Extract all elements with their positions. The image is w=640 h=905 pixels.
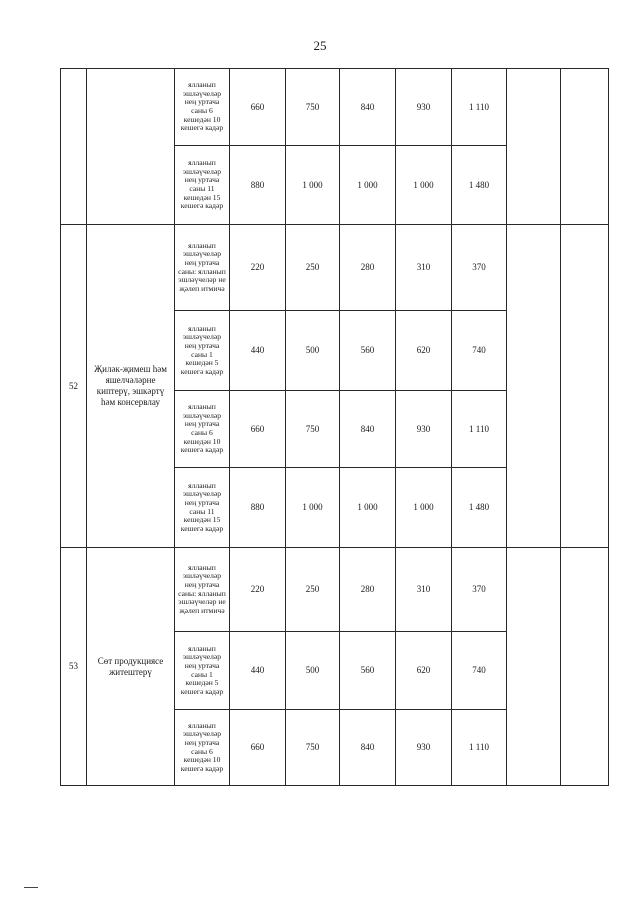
rate-value-cell: 250 xyxy=(286,548,340,632)
rate-value-cell: 880 xyxy=(230,146,286,225)
rate-value-cell: 440 xyxy=(230,632,286,710)
tax-rate-table xyxy=(60,68,609,786)
table-row xyxy=(61,225,609,311)
rate-value-cell: 1 000 xyxy=(340,468,396,548)
rate-value-cell: 660 xyxy=(230,69,286,146)
rate-value-cell: 840 xyxy=(340,391,396,468)
activity-name-cell: Сөт продукциясе житештерү xyxy=(87,548,175,786)
empty-cell xyxy=(561,225,609,548)
activity-name-cell: Җиләк-җимеш һәм яшелчәләрне киптерү, эшкәртү һәм консервлау xyxy=(87,225,175,548)
rate-value-cell: 1 110 xyxy=(452,391,507,468)
employee-count-condition-cell: ялланып эшләүчеләр нең уртача саны 1 кешедән 5 кешегә кадәр xyxy=(175,632,230,710)
page-number: 25 xyxy=(313,38,327,53)
rate-value-cell: 740 xyxy=(452,632,507,710)
rate-value-cell: 370 xyxy=(452,225,507,311)
rate-value-cell: 1 000 xyxy=(286,146,340,225)
rate-value-cell: 750 xyxy=(286,391,340,468)
activity-name-cell xyxy=(87,69,175,225)
rate-value-cell: 840 xyxy=(340,69,396,146)
row-number-cell xyxy=(61,69,87,225)
table-row xyxy=(61,548,609,632)
rate-value-cell: 1 000 xyxy=(340,146,396,225)
rate-value-cell: 620 xyxy=(396,632,452,710)
rate-value-cell: 1 000 xyxy=(396,468,452,548)
rate-value-cell: 310 xyxy=(396,225,452,311)
empty-cell xyxy=(561,548,609,786)
employee-count-condition-cell: ялланып эшләүчеләр нең уртача саны 1 кешедән 5 кешегә кадәр xyxy=(175,311,230,391)
employee-count-condition-cell: ялланып эшләүчеләр нең уртача саны 6 кешедән 10 кешегә кадәр xyxy=(175,391,230,468)
rate-value-cell: 560 xyxy=(340,632,396,710)
row-number-cell: 53 xyxy=(61,548,87,786)
employee-count-condition-cell: ялланып эшләүчеләр нең уртача саны: ялланып эшләүчеләр не җәлеп итмичә xyxy=(175,225,230,311)
rate-value-cell: 880 xyxy=(230,468,286,548)
empty-cell xyxy=(507,69,561,225)
employee-count-condition-cell: ялланып эшләүчеләр нең уртача саны 6 кешедән 10 кешегә кадәр xyxy=(175,69,230,146)
rate-value-cell: 370 xyxy=(452,548,507,632)
rate-value-cell: 620 xyxy=(396,311,452,391)
rate-value-cell: 930 xyxy=(396,391,452,468)
rate-value-cell: 660 xyxy=(230,710,286,786)
table-body xyxy=(61,69,609,786)
rate-value-cell: 660 xyxy=(230,391,286,468)
rate-value-cell: 280 xyxy=(340,225,396,311)
rate-value-cell: 220 xyxy=(230,548,286,632)
rate-value-cell: 250 xyxy=(286,225,340,311)
row-number-cell: 52 xyxy=(61,225,87,548)
footer-mark xyxy=(24,887,38,888)
rate-value-cell: 1 110 xyxy=(452,710,507,786)
rate-value-cell: 1 480 xyxy=(452,146,507,225)
empty-cell xyxy=(507,548,561,786)
rate-value-cell: 500 xyxy=(286,311,340,391)
rate-value-cell: 750 xyxy=(286,69,340,146)
rate-value-cell: 280 xyxy=(340,548,396,632)
rate-value-cell: 220 xyxy=(230,225,286,311)
rate-value-cell: 840 xyxy=(340,710,396,786)
rate-value-cell: 560 xyxy=(340,311,396,391)
rate-value-cell: 740 xyxy=(452,311,507,391)
rate-value-cell: 930 xyxy=(396,710,452,786)
rate-value-cell: 1 000 xyxy=(396,146,452,225)
empty-cell xyxy=(507,225,561,548)
rate-value-cell: 1 480 xyxy=(452,468,507,548)
table-row xyxy=(61,69,609,146)
rate-value-cell: 930 xyxy=(396,69,452,146)
rate-value-cell: 500 xyxy=(286,632,340,710)
rate-value-cell: 750 xyxy=(286,710,340,786)
rate-value-cell: 1 000 xyxy=(286,468,340,548)
rate-value-cell: 440 xyxy=(230,311,286,391)
empty-cell xyxy=(561,69,609,225)
employee-count-condition-cell: ялланып эшләүчеләр нең уртача саны 6 кешедән 10 кешегә кадәр xyxy=(175,710,230,786)
rate-value-cell: 1 110 xyxy=(452,69,507,146)
employee-count-condition-cell: ялланып эшләүчеләр нең уртача саны 11 кешедән 15 кешегә кадәр xyxy=(175,468,230,548)
employee-count-condition-cell: ялланып эшләүчеләр нең уртача саны: ялланып эшләүчеләр не җәлеп итмичә xyxy=(175,548,230,632)
employee-count-condition-cell: ялланып эшләүчеләр нең уртача саны 11 кешедән 15 кешегә кадәр xyxy=(175,146,230,225)
rate-value-cell: 310 xyxy=(396,548,452,632)
